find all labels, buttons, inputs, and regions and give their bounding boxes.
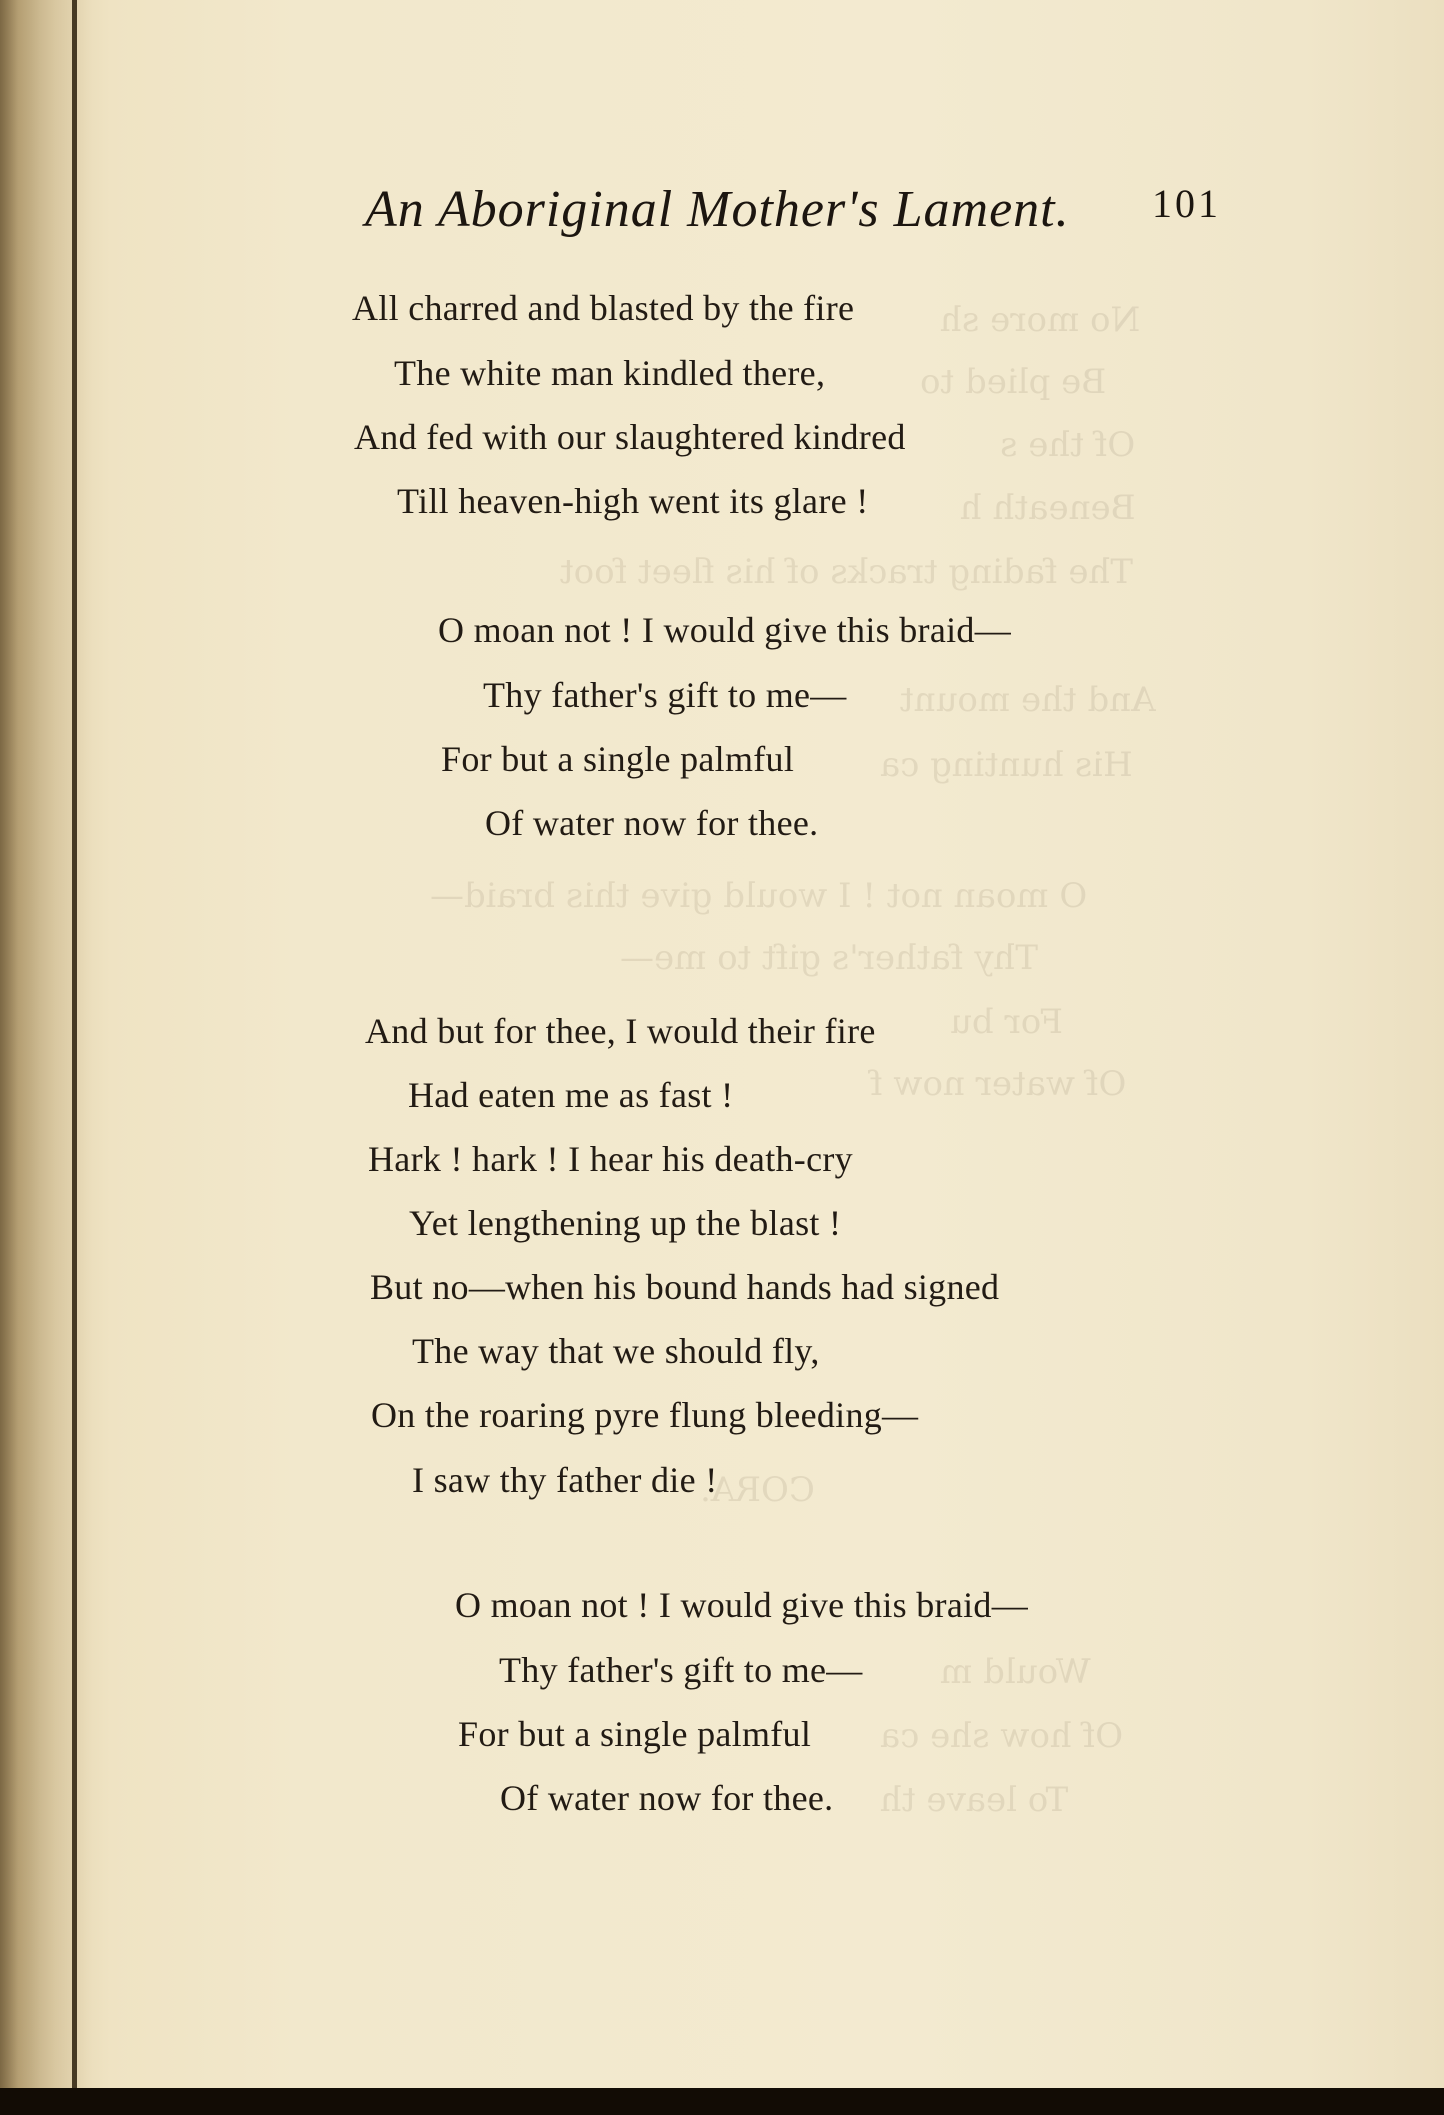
poem-line: O moan not ! I would give this braid— — [455, 1585, 1029, 1625]
bleed-through-text: Of how she ca — [880, 1716, 1124, 1756]
poem-line: Yet lengthening up the blast ! — [409, 1203, 842, 1243]
bleed-through-text: The fading tracks of his fleet foot — [560, 552, 1134, 592]
bleed-through-text: CORA. — [700, 1470, 815, 1510]
poem-line: Of water now for thee. — [485, 803, 819, 843]
poem-line: Thy father's gift to me— — [499, 1650, 863, 1690]
bleed-through-text: Of water now f — [870, 1064, 1127, 1104]
bleed-through-text: O moan not ! I would give this braid— — [430, 876, 1088, 916]
poem-line: Till heaven-high went its glare ! — [397, 481, 869, 521]
poem-line: Had eaten me as fast ! — [408, 1075, 734, 1115]
poem-line: O moan not ! I would give this braid— — [438, 610, 1012, 650]
poem-line: The way that we should fly, — [412, 1331, 820, 1371]
poem-line: And fed with our slaughtered kindred — [354, 417, 906, 457]
bleed-through-text: His hunting ca — [880, 745, 1133, 785]
scan-bottom-edge — [0, 2088, 1444, 2115]
poem-line: All charred and blasted by the fire — [352, 288, 855, 328]
poem-line: Hark ! hark ! I hear his death-cry — [368, 1139, 853, 1179]
poem-line: Thy father's gift to me— — [483, 675, 847, 715]
poem-line: I saw thy father die ! — [412, 1460, 718, 1500]
bleed-through-text: To leave th — [880, 1780, 1069, 1820]
running-title: An Aboriginal Mother's Lament. — [365, 181, 1070, 238]
bleed-through-text: Thy father's gift to me— — [620, 938, 1038, 978]
bleed-through-text: No more sh — [940, 300, 1141, 340]
page-number: 101 — [1152, 181, 1221, 226]
bleed-through-text: Be plied to — [920, 362, 1107, 402]
bleed-through-text: And the mount — [900, 680, 1156, 720]
bleed-through-text: Beneath h — [960, 488, 1136, 528]
poem-line: The white man kindled there, — [394, 353, 826, 393]
poem-line: For but a single palmful — [441, 739, 795, 779]
poem-line: On the roaring pyre flung bleeding— — [371, 1395, 919, 1435]
bleed-through-text: Would m — [940, 1652, 1091, 1692]
bleed-through-text: Of the s — [1000, 425, 1136, 465]
poem-line: And but for thee, I would their fire — [365, 1011, 876, 1051]
poem-line: For but a single palmful — [458, 1714, 812, 1754]
poem-line: But no—when his bound hands had signed — [370, 1267, 1000, 1307]
bleed-through-text: For bu — [950, 1002, 1063, 1042]
binding-edge — [72, 0, 77, 2088]
poem-line: Of water now for thee. — [500, 1778, 834, 1818]
